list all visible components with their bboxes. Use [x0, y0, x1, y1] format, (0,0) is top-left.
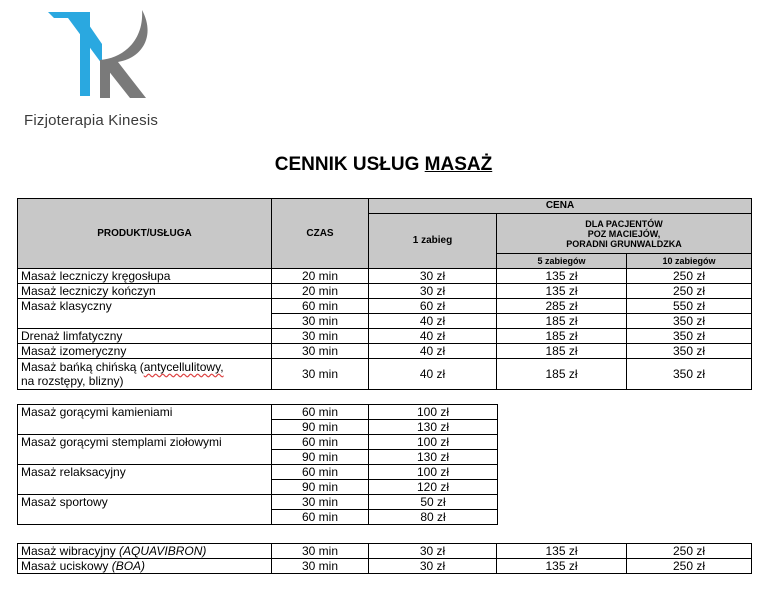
service-time: 90 min — [272, 450, 369, 465]
service-name: Masaż leczniczy kończyn — [18, 284, 272, 299]
price-ten: 250 zł — [627, 284, 752, 299]
service-time: 20 min — [272, 269, 369, 284]
header-product: PRODUKT/USŁUGA — [18, 199, 272, 269]
service-name: Masaż izomeryczny — [18, 344, 272, 359]
header-patients-line1: DLA PACJENTÓW — [585, 218, 663, 229]
service-name: Masaż relaksacyjny — [18, 465, 272, 495]
service-name — [18, 544, 272, 559]
header-patients-line3: PORADNI GRUNWALDZKA — [566, 238, 682, 249]
service-name-main: Masaż uciskowy — [21, 559, 112, 573]
price-ten: 350 zł — [627, 359, 752, 390]
price-single: 40 zł — [369, 329, 497, 344]
header-single: 1 zabieg — [369, 214, 497, 269]
header-time: CZAS — [272, 199, 369, 269]
price-single: 30 zł — [369, 269, 497, 284]
price-five: 135 zł — [497, 284, 627, 299]
service-time: 60 min — [272, 465, 369, 480]
header-patients — [497, 214, 752, 254]
header-ten: 10 zabiegów — [627, 254, 752, 269]
cupping-name-a: Masaż bańką chińską ( — [21, 360, 144, 374]
table-row — [18, 495, 498, 510]
price-single: 120 zł — [369, 480, 498, 495]
price-five: 135 zł — [497, 544, 627, 559]
service-time: 30 min — [272, 329, 369, 344]
price-table-special — [17, 404, 498, 525]
service-name: Drenaż limfatyczny — [18, 329, 272, 344]
price-five: 185 zł — [497, 344, 627, 359]
service-name-device: (AQUAVIBRON) — [119, 544, 207, 558]
price-table-main — [17, 198, 752, 390]
service-time: 60 min — [272, 510, 369, 525]
price-ten: 350 zł — [627, 344, 752, 359]
header-patients-line2: POZ MACIEJÓW, — [587, 228, 661, 239]
price-ten: 350 zł — [627, 329, 752, 344]
page-title — [0, 154, 767, 176]
service-name: Masaż klasyczny — [18, 299, 272, 329]
price-single: 40 zł — [369, 344, 497, 359]
price-single: 30 zł — [369, 544, 497, 559]
service-name: Masaż leczniczy kręgosłupa — [18, 269, 272, 284]
price-single: 30 zł — [369, 284, 497, 299]
kinesis-logo-icon — [46, 6, 156, 106]
price-single: 100 zł — [369, 465, 498, 480]
price-single: 100 zł — [369, 435, 498, 450]
service-time: 30 min — [272, 495, 369, 510]
logo-text: Fizjoterapia Kinesis — [24, 112, 159, 129]
service-name: Masaż gorącymi stemplami ziołowymi — [18, 435, 272, 465]
price-five: 135 zł — [497, 559, 627, 574]
service-name — [18, 559, 272, 574]
price-single: 50 zł — [369, 495, 498, 510]
service-time: 60 min — [272, 405, 369, 420]
service-time: 30 min — [272, 544, 369, 559]
cupping-name-c: na rozstępy, blizny) — [21, 374, 124, 388]
price-single: 100 zł — [369, 405, 498, 420]
table-row — [18, 359, 752, 390]
price-ten: 250 zł — [627, 269, 752, 284]
service-name-main: Masaż wibracyjny — [21, 544, 120, 558]
table-row — [18, 344, 752, 359]
header-price: CENA — [369, 199, 752, 214]
table-row — [18, 435, 498, 450]
logo — [20, 6, 190, 130]
price-five: 185 zł — [497, 359, 627, 390]
service-time: 90 min — [272, 480, 369, 495]
service-time: 30 min — [272, 314, 369, 329]
price-single: 40 zł — [369, 314, 497, 329]
service-name: Masaż gorącymi kamieniami — [18, 405, 272, 435]
price-five: 135 zł — [497, 269, 627, 284]
header-five: 5 zabiegów — [497, 254, 627, 269]
price-single: 130 zł — [369, 450, 498, 465]
title-prefix: CENNIK USŁUG — [274, 154, 420, 175]
table-row — [18, 465, 498, 480]
price-single: 40 zł — [369, 359, 497, 390]
title-underlined: MASAŻ — [424, 154, 493, 175]
service-name: Masaż sportowy — [18, 495, 272, 525]
service-time: 90 min — [272, 420, 369, 435]
table-row — [18, 284, 752, 299]
price-ten: 250 zł — [627, 559, 752, 574]
price-five: 285 zł — [497, 299, 627, 314]
price-ten: 550 zł — [627, 299, 752, 314]
service-time: 20 min — [272, 284, 369, 299]
price-five: 185 zł — [497, 329, 627, 344]
price-single: 80 zł — [369, 510, 498, 525]
service-time: 60 min — [272, 435, 369, 450]
service-name-cupping — [18, 359, 272, 390]
price-ten: 350 zł — [627, 314, 752, 329]
price-table-devices — [17, 543, 752, 574]
service-time: 30 min — [272, 359, 369, 390]
service-time: 60 min — [272, 299, 369, 314]
service-name-device: (BOA) — [111, 559, 146, 573]
price-single: 130 zł — [369, 420, 498, 435]
table-row — [18, 544, 752, 559]
price-five: 185 zł — [497, 314, 627, 329]
price-ten: 250 zł — [627, 544, 752, 559]
price-single: 30 zł — [369, 559, 497, 574]
cupping-name-b: antycellulitowy, — [143, 360, 224, 374]
service-time: 30 min — [272, 344, 369, 359]
table-row — [18, 405, 498, 420]
service-time: 30 min — [272, 559, 369, 574]
table-row — [18, 559, 752, 574]
table-row — [18, 299, 752, 314]
price-single: 60 zł — [369, 299, 497, 314]
table-row — [18, 269, 752, 284]
table-row — [18, 329, 752, 344]
